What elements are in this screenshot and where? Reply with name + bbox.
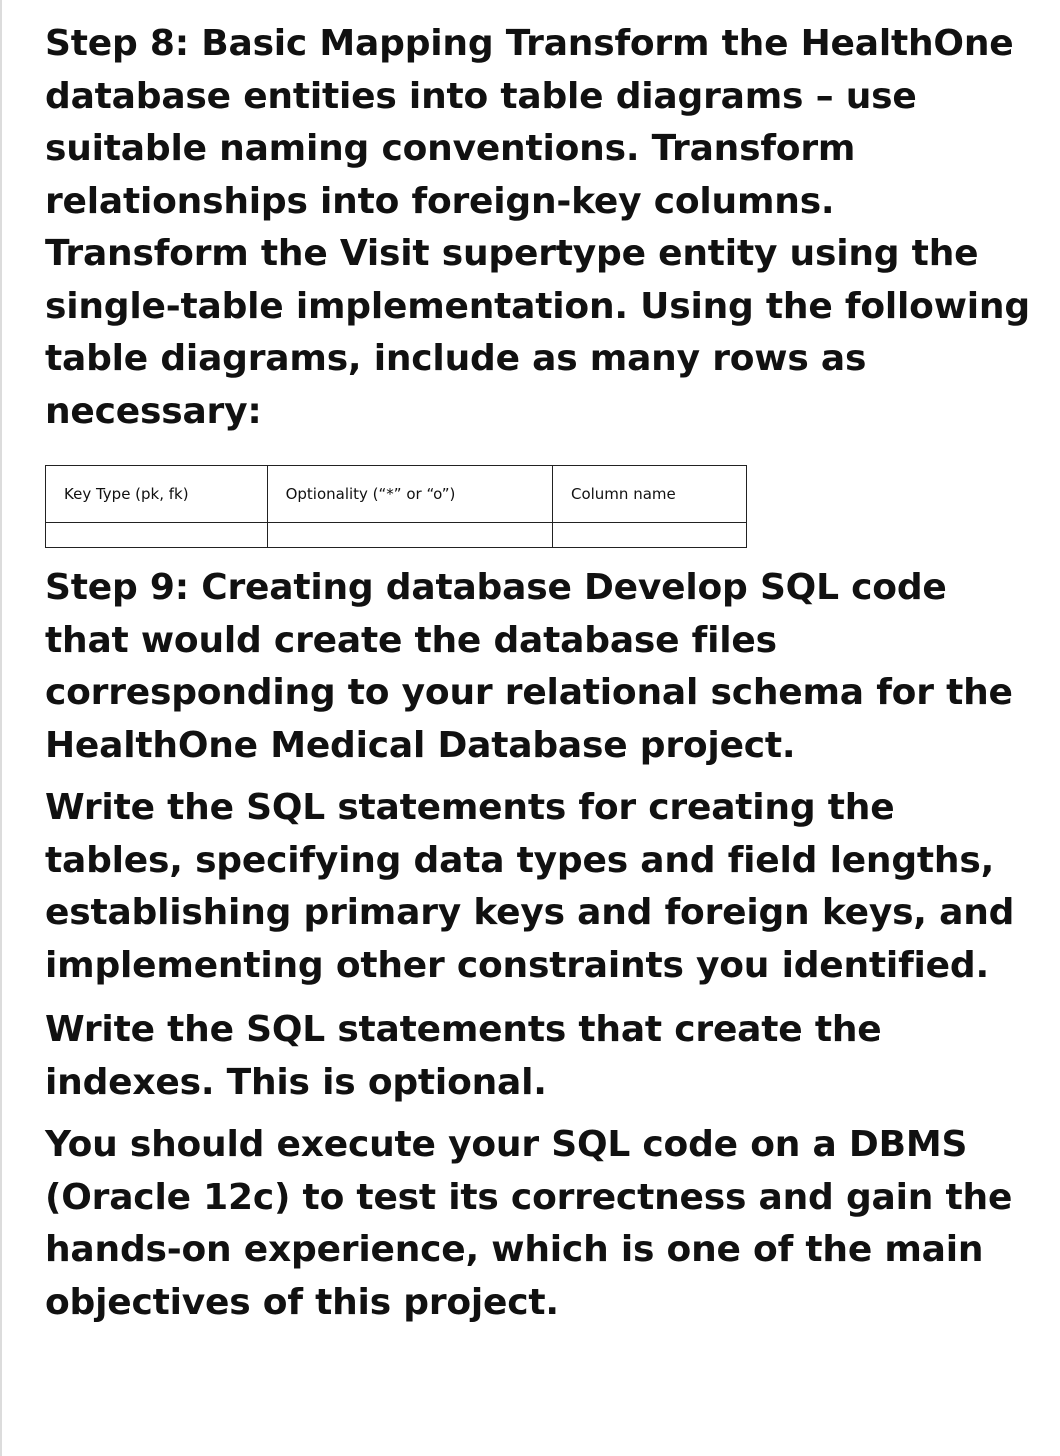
step8-instructions: Step 8: Basic Mapping Transform the HealthOne database entities into table diagrams – use suitable naming conventions. Transform relationships into foreign-key columns. Transform the Visit supertype entity using the single-table implementation. Using the following table diagrams, include as many rows as necessary:	[45, 23, 1030, 432]
cell-key-type	[46, 523, 268, 548]
document-body	[45, 18, 1035, 1329]
header-optionality: Optionality (“*” or “o”)	[267, 466, 552, 523]
step9-indexes-paragraph: Write the SQL statements that create the indexes. This is optional.	[45, 1009, 882, 1103]
step9-execute-paragraph: You should execute your SQL code on a DBMS (Oracle 12c) to test its correctness and gain the hands-on experience, which is one of the main objectives of this project.	[45, 1124, 1013, 1323]
cell-optionality	[267, 523, 552, 548]
header-key-type: Key Type (pk, fk)	[46, 466, 268, 523]
table-diagram	[45, 465, 747, 548]
table-header-row	[46, 466, 747, 523]
table-diagram-template	[45, 465, 1035, 548]
header-column-name: Column name	[552, 466, 746, 523]
table-row	[46, 523, 747, 548]
step9-intro: Step 9: Creating database Develop SQL code that would create the database files corresponding to your relational schema for the HealthOne Medical Database project.	[45, 567, 1013, 766]
step9-tables-paragraph: Write the SQL statements for creating the tables, specifying data types and field lengths, establishing primary keys and foreign keys, and implementing other constraints you identified.	[45, 787, 1015, 986]
left-edge-rule	[0, 0, 2, 1456]
cell-column-name	[552, 523, 746, 548]
